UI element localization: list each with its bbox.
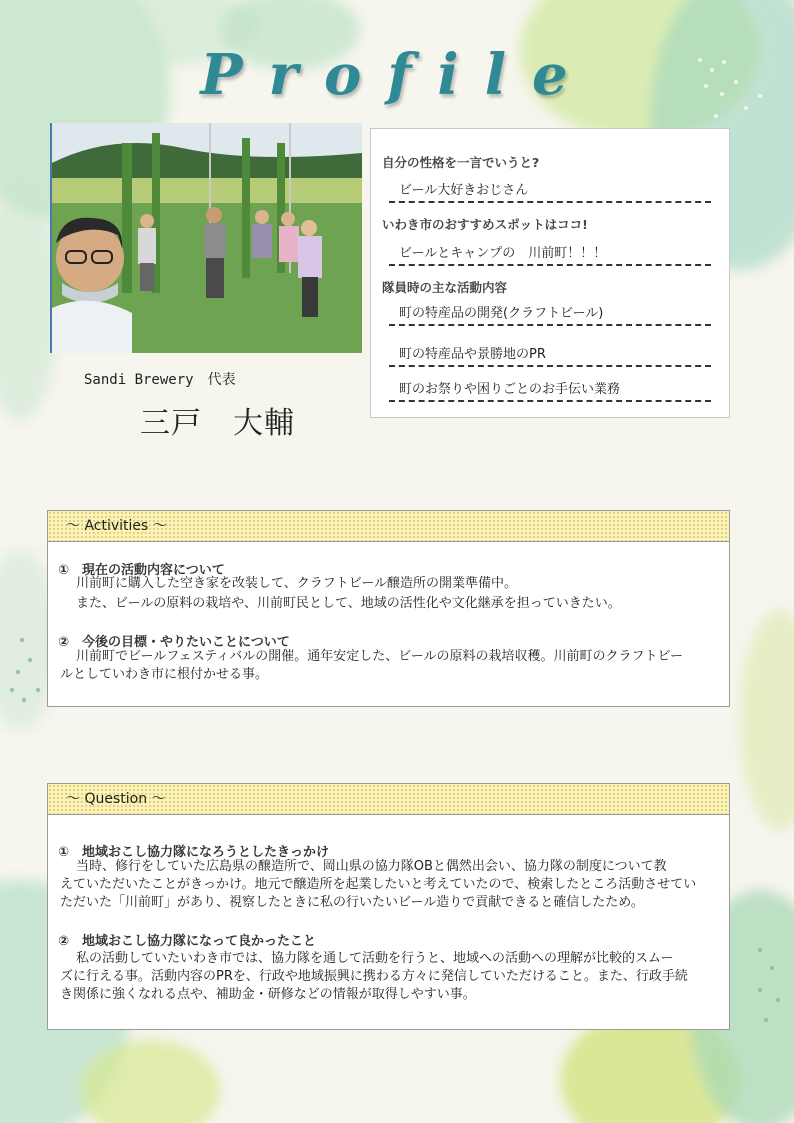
profile-qa-box — [370, 128, 730, 418]
qa-answer-personality: ビール大好きおじさん — [389, 179, 711, 203]
activities-header: ～ Activities ～ — [48, 511, 729, 542]
qa-question-spot: いわき市のおすすめスポットはココ! — [382, 217, 588, 232]
question-item-1-line-2: えていただいたことがきっかけ。地元で醸造所を起業したいと考えていたので、検索したところ活動させてい — [60, 877, 697, 892]
activities-item-1-line-2: また、ビールの原料の栽培や、川前町民として、地域の活性化や文化継承を担っていきたい。 — [76, 596, 621, 611]
question-item-1-title: ① 地域おこし協力隊になろうとしたきっかけ — [58, 845, 330, 860]
question-item-2-line-2: ズに行える事。活動内容のPRを、行政や地域振興に携わる方々に発信していただけること。また、行政手続 — [60, 969, 688, 984]
activities-item-2-title: ② 今後の目標・やりたいことについて — [58, 635, 290, 650]
question-item-2-title: ② 地域おこし協力隊になって良かったこと — [58, 934, 317, 949]
qa-answer-activity-1: 町の特産品の開発(クラフトビール) — [389, 302, 711, 326]
activities-panel — [47, 510, 730, 707]
question-item-1-line-1: 当時、修行をしていた広島県の醸造所で、岡山県の協力隊OBと偶然出会い、協力隊の制度について教 — [76, 859, 667, 874]
question-item-2-line-1: 私の活動していたいわき市では、協力隊を通して活動を行うと、地域への活動への理解が比較的スムー — [76, 951, 674, 966]
activities-item-2-line-1: 川前町でビールフェスティバルの開催。通年安定した、ビールの原料の栽培収穫。川前町のクラフトビー — [76, 649, 683, 664]
question-panel — [47, 783, 730, 1030]
qa-answer-activity-2: 町の特産品や景勝地のPR — [389, 343, 711, 367]
qa-answer-activity-3: 町のお祭りや困りごとのお手伝い業務 — [389, 378, 711, 402]
question-header: ～ Question ～ — [48, 784, 729, 815]
activities-item-2-line-2: ルとしていわき市に根付かせる事。 — [60, 667, 269, 682]
activities-item-1-line-1: 川前町に購入した空き家を改装して、クラフトビール醸造所の開業準備中。 — [76, 576, 517, 591]
activities-item-1-title: ① 現在の活動内容について — [58, 563, 225, 578]
qa-answer-spot: ビールとキャンプの 川前町！！！ — [389, 242, 711, 266]
question-item-1-line-3: ただいた「川前町」があり、視察したときに私の行いたいビール造りで貢献できると確信したため。 — [60, 895, 644, 910]
profile-photo — [50, 123, 362, 353]
group-photo-illustration — [52, 123, 362, 353]
person-name: 三戸 大輔 — [140, 406, 295, 441]
qa-question-activities: 隊員時の主な活動内容 — [382, 280, 508, 295]
question-item-2-line-3: き関係に強くなれる点や、補助金・研修などの情報が取得しやすい事。 — [60, 987, 476, 1002]
affiliation-label: Sandi Brewery 代表 — [84, 372, 236, 388]
page-title: Profile — [200, 42, 594, 108]
qa-question-personality: 自分の性格を一言でいうと? — [382, 155, 540, 170]
